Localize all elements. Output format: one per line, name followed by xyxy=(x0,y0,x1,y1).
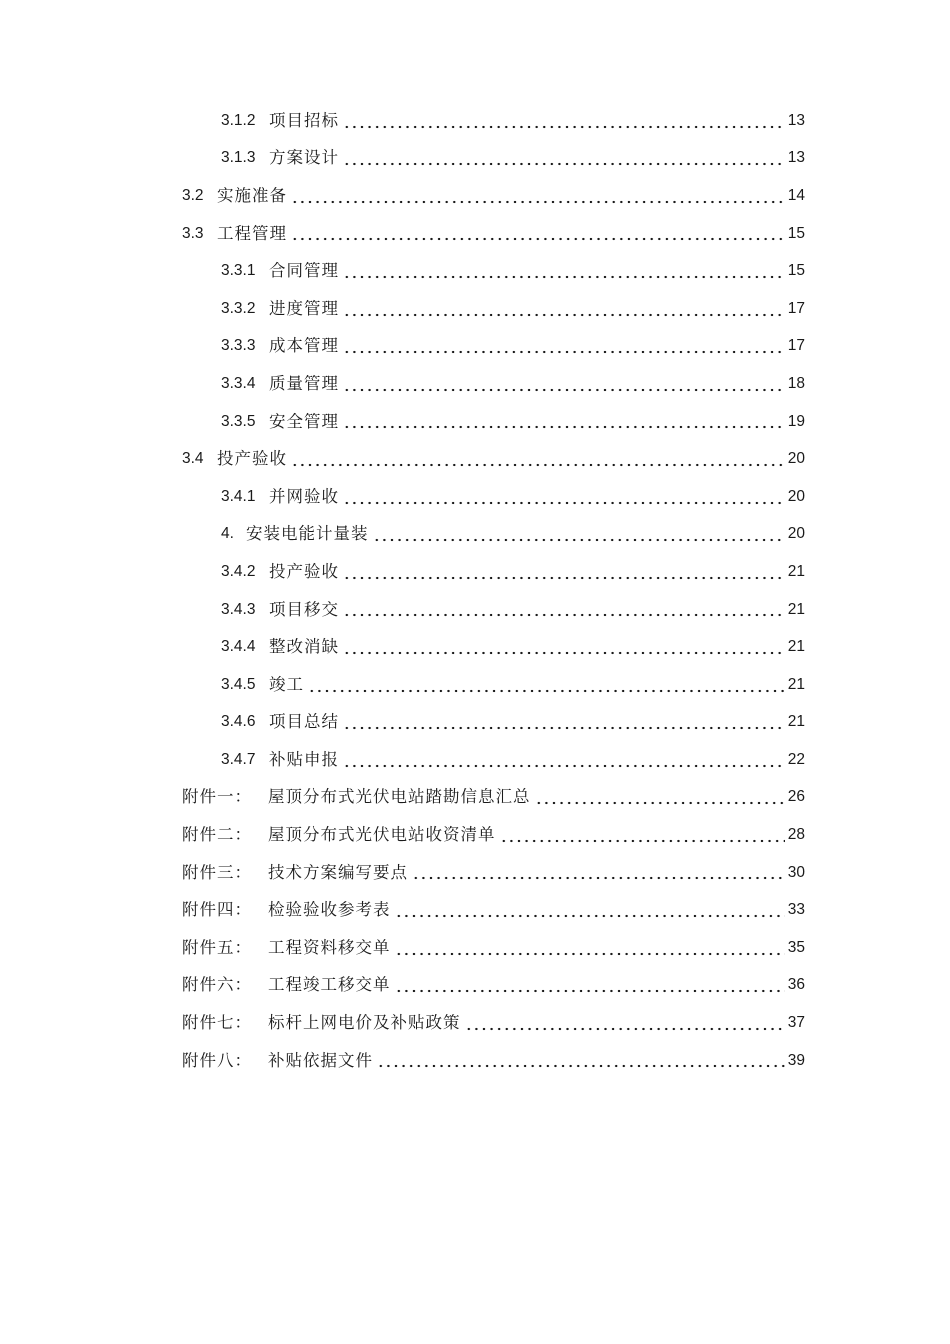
toc-entry[interactable] xyxy=(0,779,805,817)
toc-entry-number: 3.4.6 xyxy=(221,713,256,731)
dot-leader xyxy=(395,940,785,956)
toc-entry-title: 项目总结 xyxy=(269,712,339,732)
toc-entry-label xyxy=(221,487,341,507)
toc-entry-label xyxy=(182,900,393,920)
toc-entry-page-number: 21 xyxy=(787,562,805,580)
toc-entry-page-number: 21 xyxy=(787,713,805,731)
toc-entry-label xyxy=(221,336,341,356)
toc-entry-number: 3.4.5 xyxy=(221,675,256,693)
toc-entry-page-number: 39 xyxy=(787,1051,805,1069)
toc-entry-label xyxy=(182,787,533,807)
toc-entry-title: 进度管理 xyxy=(269,298,339,318)
toc-entry[interactable] xyxy=(0,553,805,591)
toc-entry-title: 工程管理 xyxy=(217,223,287,243)
toc-entry-page-number: 20 xyxy=(787,525,805,543)
toc-entry[interactable] xyxy=(0,628,805,666)
toc-entry-number: 3.4.1 xyxy=(221,487,256,505)
toc-entry-label xyxy=(221,374,341,394)
toc-entry-page-number: 30 xyxy=(787,863,805,881)
toc-entry-number: 3.4.3 xyxy=(221,600,256,618)
dot-leader xyxy=(291,225,785,241)
toc-entry-title: 实施准备 xyxy=(217,185,287,205)
toc-entry[interactable] xyxy=(0,891,805,929)
dot-leader xyxy=(343,489,785,505)
toc-entry[interactable] xyxy=(0,854,805,892)
toc-entry-title: 安装电能计量装 xyxy=(246,524,369,544)
toc-entry[interactable] xyxy=(0,704,805,742)
dot-leader xyxy=(500,827,785,843)
toc-entry-number: 3.1.3 xyxy=(221,149,256,167)
toc-entry-number: 3.4.2 xyxy=(221,562,256,580)
toc-entry-number: 3.3 xyxy=(182,224,204,242)
toc-entry[interactable] xyxy=(0,516,805,554)
dot-leader xyxy=(343,752,785,768)
toc-entry[interactable] xyxy=(0,666,805,704)
toc-entry-page-number: 33 xyxy=(787,901,805,919)
toc-entry-title: 检验验收参考表 xyxy=(268,900,391,920)
toc-entry-title: 屋顶分布式光伏电站收资清单 xyxy=(268,825,496,845)
toc-entry-title: 屋顶分布式光伏电站踏勘信息汇总 xyxy=(268,787,531,807)
toc-entry-page-number: 13 xyxy=(787,111,805,129)
toc-entry-label xyxy=(182,224,289,244)
toc-entry-title: 补贴依据文件 xyxy=(268,1050,373,1070)
toc-entry[interactable] xyxy=(0,328,805,366)
toc-entry-label xyxy=(221,111,341,131)
toc-entry-page-number: 17 xyxy=(787,299,805,317)
toc-entry-number: 3.3.5 xyxy=(221,412,256,430)
toc-entry-title: 项目招标 xyxy=(269,110,339,130)
toc-entry[interactable] xyxy=(0,440,805,478)
toc-entry-page-number: 20 xyxy=(787,450,805,468)
toc-entry-page-number: 18 xyxy=(787,374,805,392)
toc-entry[interactable] xyxy=(0,478,805,516)
dot-leader xyxy=(343,301,785,317)
toc-entry-label xyxy=(182,1051,375,1071)
toc-entry-number: 附件八： xyxy=(182,1050,252,1070)
toc-entry-label xyxy=(221,524,371,544)
toc-entry-page-number: 17 xyxy=(787,337,805,355)
toc-entry-page-number: 26 xyxy=(787,788,805,806)
toc-entry-number: 3.3.1 xyxy=(221,262,256,280)
toc-entry-number: 附件五： xyxy=(182,937,252,957)
dot-leader xyxy=(343,150,785,166)
toc-entry[interactable] xyxy=(0,365,805,403)
toc-entry-label xyxy=(182,863,410,883)
dot-leader xyxy=(412,864,785,880)
dot-leader xyxy=(343,639,785,655)
toc-entry-title: 整改消缺 xyxy=(269,637,339,657)
toc-entry-number: 3.4 xyxy=(182,450,204,468)
toc-entry-label xyxy=(182,825,498,845)
toc-entry-number: 附件七： xyxy=(182,1013,252,1033)
toc-entry-page-number: 15 xyxy=(787,262,805,280)
toc-entry[interactable] xyxy=(0,140,805,178)
toc-entry-title: 补贴申报 xyxy=(269,749,339,769)
toc-entry[interactable] xyxy=(0,215,805,253)
toc-entry-label xyxy=(221,148,341,168)
toc-entry-title: 投产验收 xyxy=(217,449,287,469)
toc-entry-title: 成本管理 xyxy=(269,336,339,356)
toc-entry-label xyxy=(182,449,289,469)
toc-entry-label xyxy=(221,299,341,319)
toc-entry[interactable] xyxy=(0,1004,805,1042)
dot-leader xyxy=(343,338,785,354)
toc-entry-page-number: 21 xyxy=(787,638,805,656)
dot-leader xyxy=(377,1052,785,1068)
toc-entry-page-number: 20 xyxy=(787,487,805,505)
dot-leader xyxy=(373,526,785,542)
dot-leader xyxy=(343,564,785,580)
toc-entry[interactable] xyxy=(0,177,805,215)
toc-entry-title: 安全管理 xyxy=(269,411,339,431)
dot-leader xyxy=(343,263,785,279)
toc-entry-title: 方案设计 xyxy=(269,148,339,168)
toc-entry-label xyxy=(221,675,306,695)
toc-entry[interactable] xyxy=(0,102,805,140)
toc-entry-page-number: 35 xyxy=(787,938,805,956)
toc-entry-page-number: 19 xyxy=(787,412,805,430)
toc-entry-number: 附件四： xyxy=(182,900,252,920)
toc-entry-title: 并网验收 xyxy=(269,486,339,506)
toc-entry-page-number: 36 xyxy=(787,976,805,994)
dot-leader xyxy=(343,714,785,730)
toc-entry-number: 4. xyxy=(221,525,234,543)
toc-entry-number: 附件一： xyxy=(182,787,252,807)
toc-entry-label xyxy=(221,562,341,582)
toc-entry-page-number: 37 xyxy=(787,1014,805,1032)
toc-entry-label xyxy=(221,600,341,620)
toc-entry-page-number: 13 xyxy=(787,149,805,167)
toc-entry-page-number: 21 xyxy=(787,600,805,618)
toc-entry-label xyxy=(182,186,289,206)
toc-entry-number: 3.4.4 xyxy=(221,638,256,656)
toc-entry-number: 3.1.2 xyxy=(221,111,256,129)
dot-leader xyxy=(535,789,785,805)
toc-entry[interactable] xyxy=(0,403,805,441)
toc-entry-number: 附件六： xyxy=(182,975,252,995)
toc-entry-number: 3.4.7 xyxy=(221,750,256,768)
toc-entry-title: 标杆上网电价及补贴政策 xyxy=(268,1013,461,1033)
table-of-contents xyxy=(0,102,950,1079)
toc-entry-page-number: 14 xyxy=(787,186,805,204)
toc-entry-label xyxy=(221,637,341,657)
dot-leader xyxy=(343,376,785,392)
toc-entry-title: 技术方案编写要点 xyxy=(268,862,408,882)
dot-leader xyxy=(343,113,785,129)
dot-leader xyxy=(395,902,785,918)
dot-leader xyxy=(291,451,785,467)
toc-entry-title: 合同管理 xyxy=(269,261,339,281)
dot-leader xyxy=(465,1015,785,1031)
toc-entry-number: 3.3.3 xyxy=(221,337,256,355)
toc-entry-number: 3.2 xyxy=(182,186,204,204)
toc-entry-number: 3.3.2 xyxy=(221,299,256,317)
toc-entry-page-number: 22 xyxy=(787,750,805,768)
toc-entry-title: 投产验收 xyxy=(269,561,339,581)
toc-entry-label xyxy=(182,975,393,995)
toc-entry-title: 质量管理 xyxy=(269,373,339,393)
toc-entry[interactable] xyxy=(0,591,805,629)
toc-entry[interactable] xyxy=(0,1042,805,1080)
dot-leader xyxy=(395,977,785,993)
toc-entry-title: 项目移交 xyxy=(269,599,339,619)
dot-leader xyxy=(343,601,785,617)
toc-entry-number: 3.3.4 xyxy=(221,374,256,392)
toc-entry-title: 工程竣工移交单 xyxy=(268,975,391,995)
toc-entry-label xyxy=(182,938,393,958)
toc-entry-title: 竣工 xyxy=(269,674,304,694)
toc-entry-label xyxy=(221,261,341,281)
dot-leader xyxy=(308,677,785,693)
toc-entry-number: 附件三： xyxy=(182,862,252,882)
toc-entry-page-number: 21 xyxy=(787,675,805,693)
toc-entry-label xyxy=(182,1013,463,1033)
toc-entry-number: 附件二： xyxy=(182,825,252,845)
toc-entry[interactable] xyxy=(0,741,805,779)
toc-entry-label xyxy=(221,712,341,732)
toc-entry-label xyxy=(221,750,341,770)
toc-entry-page-number: 28 xyxy=(787,826,805,844)
dot-leader xyxy=(291,188,785,204)
toc-entry-label xyxy=(221,412,341,432)
dot-leader xyxy=(343,413,785,429)
toc-entry-page-number: 15 xyxy=(787,224,805,242)
toc-entry[interactable] xyxy=(0,290,805,328)
toc-entry[interactable] xyxy=(0,929,805,967)
toc-entry[interactable] xyxy=(0,967,805,1005)
toc-entry[interactable] xyxy=(0,816,805,854)
toc-entry-title: 工程资料移交单 xyxy=(268,937,391,957)
toc-entry[interactable] xyxy=(0,252,805,290)
